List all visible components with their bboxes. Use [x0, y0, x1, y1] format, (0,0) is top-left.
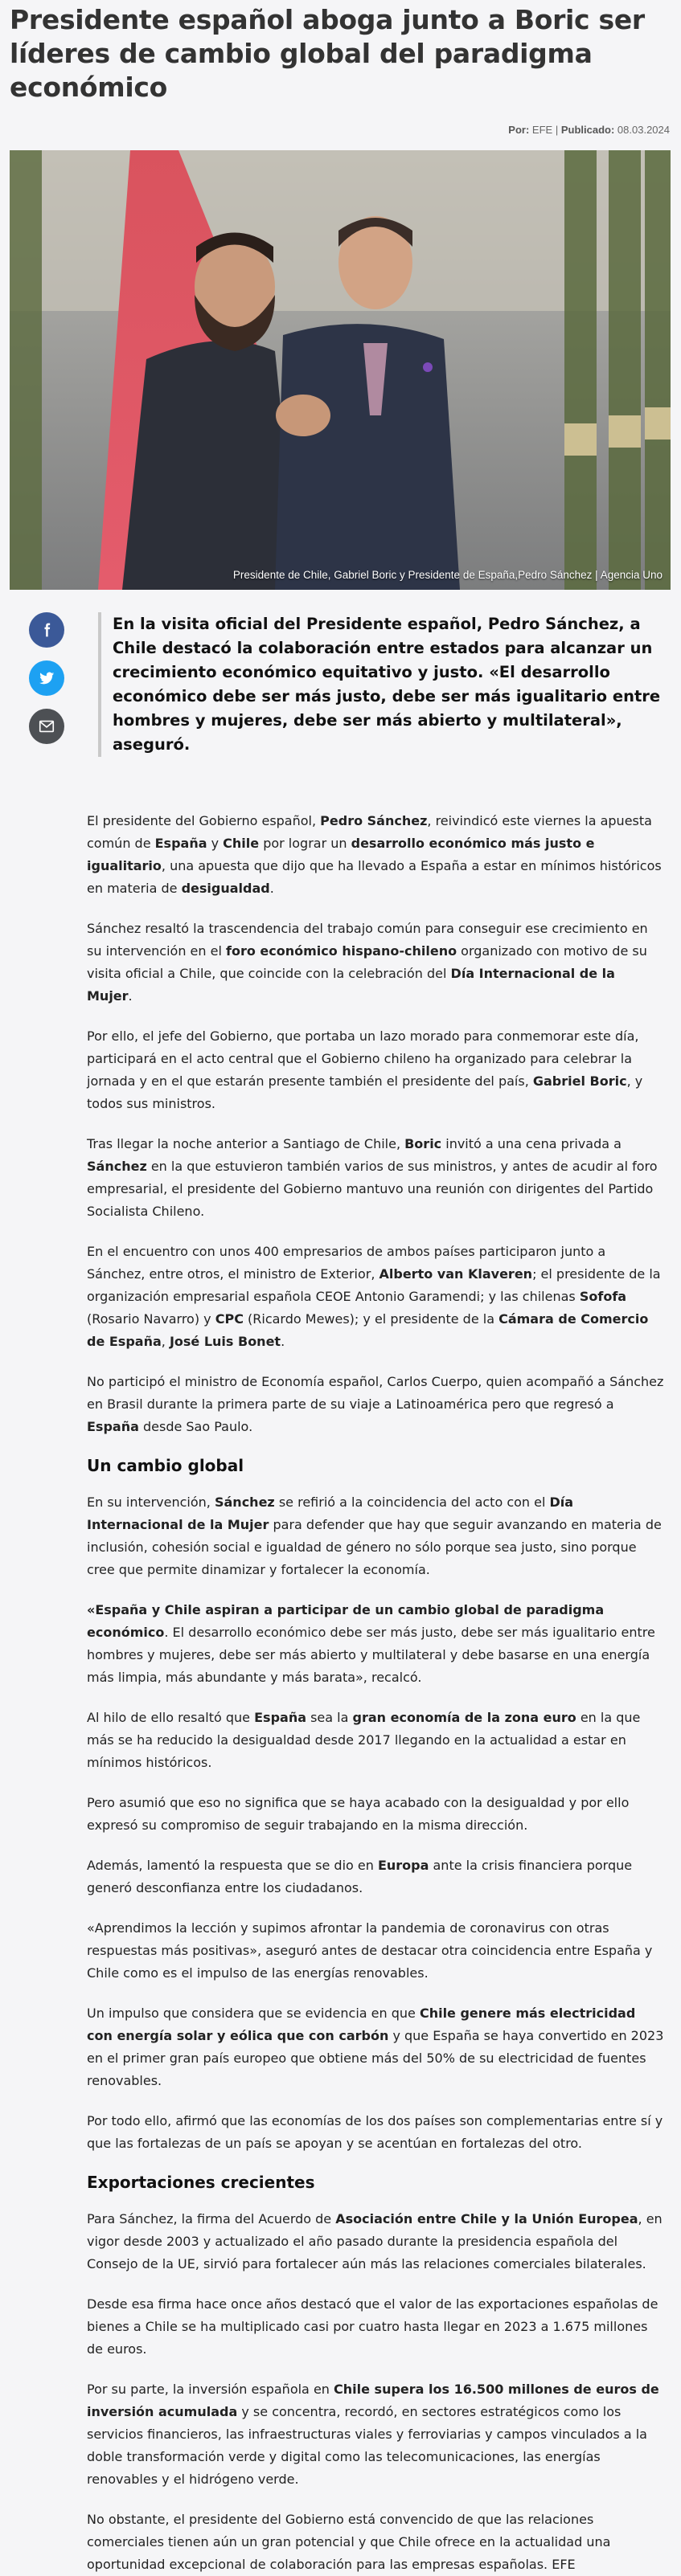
article-meta — [10, 124, 671, 136]
lead-section — [10, 612, 671, 757]
image-caption: Presidente de Chile, Gabriel Boric y Presidente de España,Pedro Sánchez | Agencia Uno — [232, 569, 663, 581]
share-bar — [10, 612, 98, 757]
article-title: Presidente español aboga junto a Boric ser líderes de cambio global del paradigma económico — [10, 4, 645, 103]
published-label: Publicado: — [560, 124, 615, 136]
hero-image — [10, 150, 671, 590]
article-paragraph: Sánchez resaltó la trascendencia del trabajo común para conseguir ese crecimiento en su intervención en el foro económico hispano-chileno organizado con motivo de su visita oficial a Chile, que coincide con la celebración del Día Internacional de la Mujer. — [87, 921, 648, 1004]
section-heading: Exportaciones crecientes — [87, 2173, 315, 2192]
article-paragraph: No obstante, el presidente del Gobierno está convencido de que las relaciones comerciales tienen aún un gran potencial y que Chile ofrece en la actualidad una oportunidad excepcional de colaboración para las empresas españolas. EFE — [87, 2512, 611, 2572]
author[interactable]: EFE — [531, 124, 553, 136]
article-paragraph: Tras llegar la noche anterior a Santiago de Chile, Boric invitó a una cena privada a Sánchez en la que estuvieron también varios de sus ministros, y antes de acudir al foro empresarial, el presidente del Gobierno mantuvo una reunión con dirigentes del Partido Socialista Chileno. — [87, 1136, 658, 1219]
article-lead: En la visita oficial del Presidente español, Pedro Sánchez, a Chile destacó la colaboración entre estados para alcanzar un crecimiento económico equitativo y justo. «El desarrollo económico debe ser más justo, debe ser más igualitario entre hombres y mujeres, debe ser más abierto y multilateral», aseguró. — [98, 612, 667, 757]
meta-separator: | — [555, 124, 559, 136]
article-paragraph: Un impulso que considera que se evidencia en que Chile genere más electricidad con energía solar y eólica que con carbón y que España se haya convertido en 2023 en el primer gran país europeo que obtiene más del 50% de su electricidad de fuentes renovables. — [87, 2006, 664, 2088]
twitter-icon — [38, 669, 55, 687]
section-heading: Un cambio global — [87, 1456, 244, 1475]
author-label: Por: — [508, 124, 530, 136]
article-paragraph: «España y Chile aspiran a participar de un cambio global de paradigma económico. El desarrollo económico debe ser más justo, debe ser más igualitario entre hombres y mujeres, debe ser más abierto y multilateral y debe basarse en una energía más limpia, más abundante y más barata», recalcó. — [87, 1602, 655, 1685]
article-paragraph: Además, lamentó la respuesta que se dio en Europa ante la crisis financiera porque generó desconfianza entre los ciudadanos. — [87, 1858, 633, 1895]
article-body — [10, 810, 671, 2576]
article-paragraph: Por todo ello, afirmó que las economías de los dos países son complementarias entre sí y que las fortalezas de un país se apoyan y se acentúan en fortalezas del otro. — [87, 2113, 663, 2151]
facebook-share-button[interactable] — [29, 612, 64, 648]
article-paragraph: En su intervención, Sánchez se refirió a la coincidencia del acto con el Día Internacional de la Mujer para defender que hay que seguir avanzando en materia de inclusión, cohesión social e igualdad de género no sólo porque sea justo, sino porque cree que permite dinamizar y fortalecer la economía. — [87, 1494, 662, 1577]
mail-icon — [38, 718, 55, 735]
publish-date: 08.03.2024 — [617, 124, 670, 136]
article-paragraph: Pero asumió que eso no significa que se haya acabado con la desigualdad y por ello expresó su compromiso de seguir trabajando en la misma dirección. — [87, 1795, 630, 1833]
article-paragraph: Por su parte, la inversión española en Chile supera los 16.500 millones de euros de inversión acumulada y se concentra, recordó, en sectores estratégicos como los servicios financieros, las infraestructuras viales y ferroviarias y campos vinculados a la doble transformación verde y digital como las telecomunicaciones, las energías renovables y el hidrógeno verde. — [87, 2382, 659, 2487]
article-paragraph: Al hilo de ello resaltó que España sea la gran economía de la zona euro en la que más se ha reducido la desigualdad desde 2017 llegando en la actualidad a estar en mínimos históricos. — [87, 1710, 641, 1770]
facebook-icon — [39, 622, 55, 638]
article-paragraph: «Aprendimos la lección y supimos afrontar la pandemia de coronavirus con otras respuestas más positivas», aseguró antes de destacar otra coincidencia entre España y Chile como es el impulso de las energías renovables. — [87, 1920, 653, 1981]
article-paragraph: Por ello, el jefe del Gobierno, que portaba un lazo morado para conmemorar este día, participará en el acto central que el Gobierno chileno ha organizado para celebrar la jornada y en el que estarán presente también el presidente del país, Gabriel Boric, y todos sus ministros. — [87, 1028, 643, 1111]
article-paragraph: No participó el ministro de Economía español, Carlos Cuerpo, quien acompañó a Sánchez en Brasil durante la primera parte de su viaje a Latinoamérica pero que regresó a España desde Sao Paulo. — [87, 1374, 664, 1434]
mail-share-button[interactable] — [29, 709, 64, 744]
twitter-share-button[interactable] — [29, 660, 64, 696]
article-paragraph: El presidente del Gobierno español, Pedro Sánchez, reivindicó este viernes la apuesta común de España y Chile por lograr un desarrollo económico más justo e igualitario, una apuesta que dijo que ha llevado a España a estar en mínimos históricos en materia de desigualdad. — [87, 813, 662, 896]
article-paragraph: Desde esa firma hace once años destacó que el valor de las exportaciones españolas de bienes a Chile se ha multiplicado casi por cuatro hasta llegar en 2023 a 1.675 millones de euros. — [87, 2296, 658, 2357]
hero-photo — [10, 150, 671, 590]
article-paragraph: Para Sánchez, la firma del Acuerdo de Asociación entre Chile y la Unión Europea, en vigor desde 2003 y actualizado el año pasado durante la presidencia española del Consejo de la UE, sirvió para fortalecer aún más las relaciones comerciales bilaterales. — [87, 2211, 663, 2271]
article-paragraph: En el encuentro con unos 400 empresarios de ambos países participaron junto a Sánchez, entre otros, el ministro de Exterior, Alberto van Klaveren; el presidente de la organización empresarial española CEOE Antonio Garamendi; y las chilenas Sofofa (Rosario Navarro) y CPC (Ricardo Mewes); y el presidente de la Cámara de Comercio de España, José Luis Bonet. — [87, 1244, 661, 1349]
